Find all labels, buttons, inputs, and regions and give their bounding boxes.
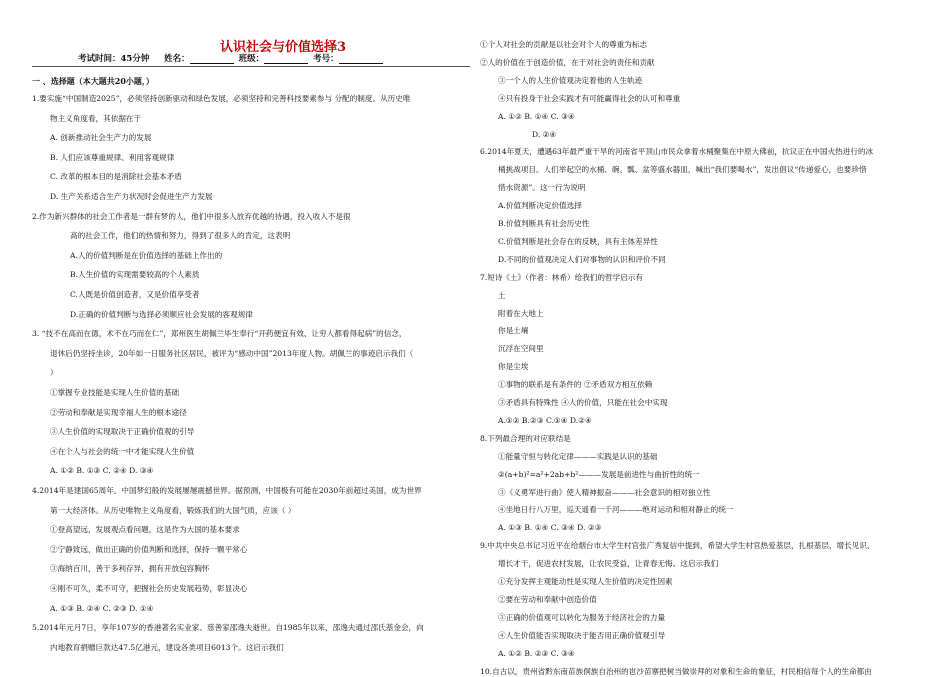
question-line: 附着在大地上 — [498, 308, 544, 318]
question-line: ①掌握专业技能是实现人生价值的基础 — [50, 388, 180, 397]
question-line: 5.2014年元月7日，享年107岁的香港著名实业家、慈善家邵逸夫逝世。自1985年以来，邵逸夫通过邵氏基金会，向 — [32, 623, 424, 633]
question-line: ④在个人与社会的统一中才能实现人生价值 — [50, 446, 195, 456]
question-line: ①事物的联系是有条件的 ②矛盾双方相互依赖 — [498, 380, 653, 390]
question-line: B. 人们应该尊重规律、利用客观规律 — [50, 152, 175, 162]
question-line: 7.短诗《土》（作者：林希）给我们的哲学启示有 — [480, 272, 643, 282]
question-line: 8.下列最合理的对应联结是 — [480, 433, 571, 443]
question-line: A. ①② B. ②③ C. ③④ — [498, 648, 575, 658]
question-line: ②宁静致远，做出正确的价值判断和选择，保持一颗平常心 — [50, 544, 248, 554]
question-line: ③矛盾具有特殊性 ④人的价值，只能在社会中实现 — [498, 398, 668, 407]
question-line: ①能量守恒与转化定律———实践是认识的基础 — [498, 451, 658, 461]
question-line: ②(a+b)²=a²+2ab+b²———发展是前进性与曲折性的统一 — [498, 469, 700, 479]
exam-info-line — [78, 52, 385, 64]
question-line: ②劳动和奉献是实现幸福人生的根本途径 — [50, 407, 187, 417]
question-line: ③《义勇军进行曲》使人精神振奋———社会意识的相对独立性 — [498, 487, 711, 497]
class-field[interactable] — [264, 54, 308, 64]
question-line: ①充分发挥主观能动性是实现人生价值的决定性因素 — [498, 577, 673, 586]
question-line: 高的社会工作，他们的热情和努力，得到了很多人的肯定，这表明 — [70, 231, 291, 241]
question-line: ） — [50, 368, 58, 378]
id-label: 考号： — [313, 54, 339, 64]
question-line: C. 改革的根本目的是消除社会基本矛盾 — [50, 172, 182, 182]
question-line: ③人生价值的实现取决于正确价值观的引导 — [50, 427, 195, 437]
question-line: 6.2014年夏天，遭遇63年最严重干旱的河南省平顶山市民众拿着水桶聚集在中原大佛前，抗议正在中国火热进行的冰 — [480, 147, 874, 157]
question-line: ②要在劳动和奉献中创造价值 — [498, 594, 597, 604]
question-line: D. 生产关系适合生产力状况时会促进生产力发展 — [50, 192, 213, 201]
name-field[interactable] — [190, 54, 234, 64]
name-label: 姓名： — [164, 54, 190, 64]
question-line: 物主义角度看，其依据在于 — [50, 113, 142, 123]
question-line: 沉浮在空间里 — [498, 344, 544, 354]
question-line: 9.中共中央总书记习近平在给烟台市大学生村官张广秀复信中提到，希望大学生村官热爱基层，扎根基层，增长见识、 — [480, 541, 875, 551]
question-line: 10.自古以，贵州省黔东南苗族侗族自治州的岜沙苗寨把树当做崇拜的对象和生命的象征，村民相信每个人的生命都由 — [480, 666, 872, 676]
question-line: B.价值判断具有社会历史性 — [498, 219, 590, 228]
question-line: C.价值判断是社会存在的反映，具有主体差异性 — [498, 236, 658, 246]
question-line: A.价值判断决定价值选择 — [498, 201, 582, 211]
question-line: ①登高望远，发展观点看问题，这是作为大国的基本要求 — [50, 525, 240, 535]
question-line: ③一个人的人生价值观决定着他的人生轨迹 — [498, 75, 643, 85]
question-line: A.①② B.②③ C.①④ D.②④ — [498, 415, 592, 425]
question-line: D. ②④ — [532, 129, 557, 139]
id-field[interactable] — [339, 54, 383, 64]
question-line: 你是尘埃 — [498, 362, 529, 372]
question-line: ③海纳百川，善于多利存异，拥有开放包容胸怀 — [50, 564, 210, 574]
question-line: D.正确的价值判断与选择必须顺应社会发展的客观规律 — [70, 309, 253, 319]
question-line: C.人既是价值创造者，又是价值享受者 — [70, 290, 200, 299]
question-line: 你是土壤 — [498, 326, 529, 336]
question-line: ④只有投身于社会实践才有可能赢得社会的认可和尊重 — [498, 93, 681, 103]
question-line: A. ①② B. ①③ C. ②④ D. ③④ — [50, 466, 154, 476]
question-line: A. ①③ B. ②④ C. ②③ D. ①④ — [50, 603, 154, 613]
question-line: 增长才干，促进农村发展，让农民受益，让青春无悔。这启示我们 — [498, 559, 719, 569]
question-line: 2.作为新兴群体的社会工作者是一群有梦的人，他们中很多人放弃优越的待遇，投入收入不是很 — [32, 211, 351, 221]
question-line: ④人生价值能否实现取决于能否用正确价值观引导 — [498, 630, 666, 640]
question-line: 1.要实施“中国制造2025”，必须坚持创新驱动和绿色发展，必须坚持和完善科技要素参与 分配的制度。从历史唯 — [32, 94, 411, 103]
class-label: 班级： — [238, 54, 265, 64]
header-divider — [32, 66, 470, 67]
exam-time-label: 考试时间：45分钟 — [78, 54, 150, 64]
question-line: A. ①③ B. ①④ C. ③④ D. ②③ — [498, 523, 602, 533]
question-line: 退休后仍坚持坐诊，20年如一日服务社区居民，被评为“感动中国”2013年度人物。胡佩兰的事迹启示我们（ — [50, 348, 414, 358]
question-line: A. ①② B. ①④ C. ③④ — [498, 111, 575, 121]
question-line: B.人生价值的实现需要较高的个人素质 — [70, 270, 200, 280]
question-line: ①个人对社会的贡献是以社会对个人的尊重为标志 — [480, 40, 648, 49]
question-line: A. 创新推动社会生产力的发展 — [50, 133, 152, 143]
section-heading: 一 、选择题（本大题共20小题，） — [32, 76, 154, 86]
question-line: 3. “技不在高而在德，术不在巧而在仁”，郑州医生胡佩兰毕生奉行“开药便宜有效、让穷人都看得起病”的信念， — [32, 329, 407, 339]
question-line: ④坐地日行八万里，巡天遥看一千河———绝对运动和相对静止的统一 — [498, 505, 734, 515]
question-line: ②人的价值在于创造价值，在于对社会的责任和贡献 — [480, 57, 655, 67]
question-line: 内地教育捐赠巨款达47.5亿港元，建设各类项目6013个。这启示我们 — [50, 642, 284, 652]
question-line: ④刚不可久，柔不可守，把握社会历史发展趋势，彰显决心 — [50, 584, 248, 593]
question-line: D.不同的价值观决定人们对事物的认识和评价不同 — [498, 254, 666, 264]
question-line: 土 — [498, 290, 506, 300]
question-line: 第一大经济体。从历史唯物主义角度看，锻炼我们的大国气质，应该（ ） — [50, 505, 296, 515]
question-line: 4.2014年是建国65周年。中国梦幻般的发展屡屡震撼世界。据预测，中国极有可能在2030年前超过美国，成为世界 — [32, 486, 422, 495]
question-line: 惜水资源”。这一行为说明 — [498, 183, 586, 193]
question-line: A.人的价值判断是在价值选择的基础上作出的 — [70, 250, 223, 260]
page-title: 认识社会与价值选择3 — [220, 40, 347, 55]
question-line: 桶挑战项目。人们举起空的水桶、碗、瓢、盆等盛水器皿，喊出“我们要喝水”，发出倡议“传递爱心，也要珍惜 — [498, 165, 867, 175]
question-line: ③正确的价值观可以转化为服务于经济社会的力量 — [498, 612, 666, 622]
